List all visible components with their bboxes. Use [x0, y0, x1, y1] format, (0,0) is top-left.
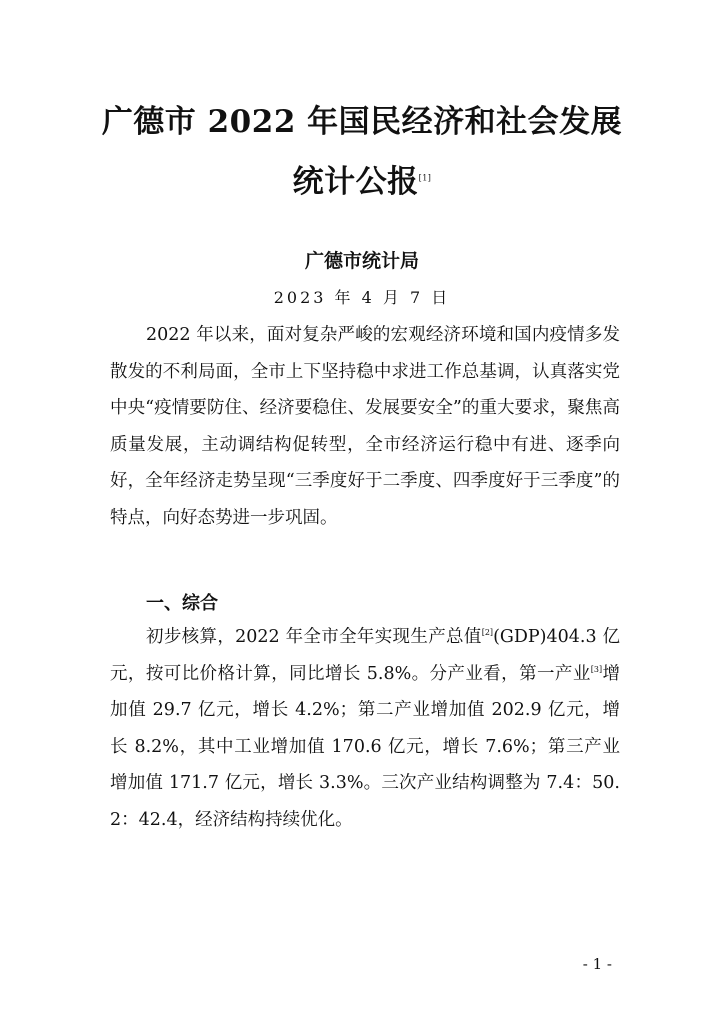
section-text-part3: 增加值 29.7 亿元，增长 4.2%；第二产业增加值 202.9 亿元，增长 8.2%，其中工业增加值 170.6 亿元，增长 7.6%；第三产业增加值 171.7 亿元，增长 3.3%。三次产业结构调整为 7.4：50.2：42.4，经济结构持续优化。	[110, 663, 620, 830]
section-heading: 一、综合	[146, 593, 218, 614]
intro-paragraph: 2022 年以来，面对复杂严峻的宏观经济环境和国内疫情多发散发的不利局面，全市上下坚持稳中求进工作总基调，认真落实党中央“疫情要防住、经济要稳住、发展要安全”的重大要求，聚焦高质量发展，主动调结构促转型，全市经济运行稳中有进、逐季向好，全年经济走势呈现“三季度好于二季度、四季度好于三季度”的特点，向好态势进一步巩固。	[110, 325, 620, 528]
title-text-1: 广德市 2022 年国民经济和社会发展	[101, 104, 623, 140]
document-date: 2023 年 4 月 7 日	[273, 288, 451, 307]
title-footnote-ref[interactable]: [1]	[418, 173, 432, 183]
footnote-ref-3[interactable]: [3]	[590, 664, 603, 674]
section-paragraph	[110, 619, 620, 838]
footnote-ref-2[interactable]: [2]	[481, 628, 494, 638]
page-number: - 1 -	[582, 955, 612, 973]
title-text-2: 统计公报	[292, 164, 419, 200]
document-title-line-1	[0, 96, 724, 141]
document-title-line-2	[0, 156, 724, 201]
section-text-part1: 初步核算，2022 年全市全年实现生产总值	[146, 627, 482, 647]
document-author: 广德市统计局	[304, 250, 419, 272]
section-text-part2: (GDP)404.3 亿元，按可比价格计算，同比增长 5.8%。分产业看，第一产业	[110, 627, 620, 684]
